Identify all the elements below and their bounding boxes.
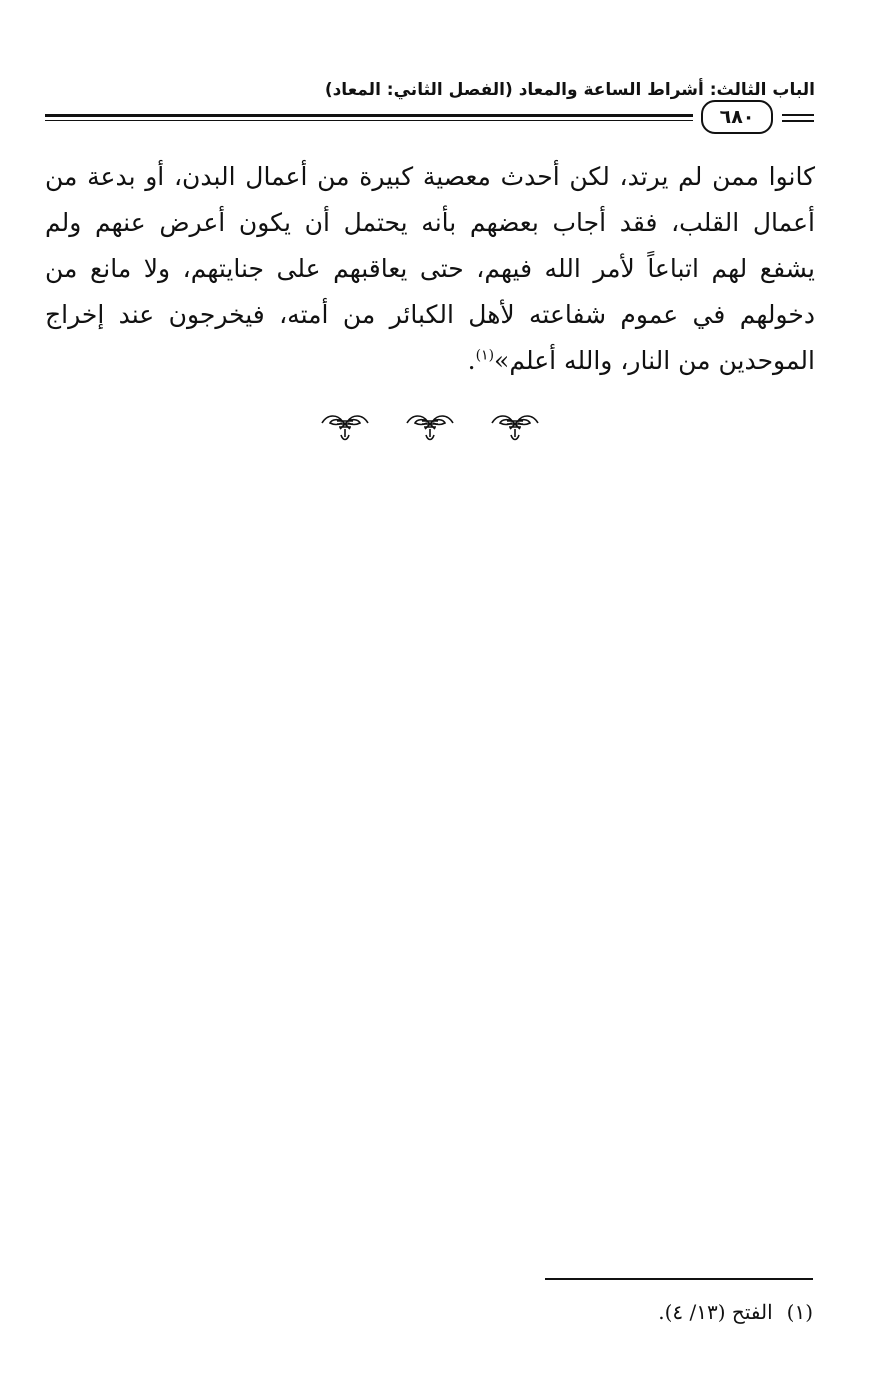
footnote-reference[interactable]: (١) — [475, 347, 495, 364]
body-line: أعمال القلب، فقد أجاب بعضهم بأنه يحتمل أن يكون أعرض عنهم ولم — [45, 208, 815, 237]
fleuron-ornament-icon — [490, 411, 540, 445]
header-double-rule — [45, 114, 693, 122]
header-rule-thick — [45, 114, 693, 117]
body-line: كانوا ممن لم يرتد، لكن أحدث معصية كبيرة من أعمال البدن، أو بدعة من — [45, 162, 815, 191]
page-number: ٦٨٠ — [701, 100, 773, 134]
body-line-last — [45, 338, 815, 384]
header-rule-end — [782, 114, 814, 122]
footnote-number: (١) — [786, 1300, 813, 1324]
header-rule-thin — [45, 120, 693, 121]
section-end-ornament — [320, 410, 540, 446]
body-line: يشفع لهم اتباعاً لأمر الله فيهم، حتى يعاقبهم على جنايتهم، ولا مانع من — [45, 254, 815, 283]
footnote — [500, 1298, 813, 1326]
body-line-last-text: الموحدين من النار، والله أعلم» — [494, 346, 815, 375]
fleuron-ornament-icon — [320, 411, 370, 445]
body-paragraph — [45, 154, 815, 384]
body-line-end-punct: . — [467, 346, 476, 375]
footnote-text: الفتح (١٣/ ٤). — [658, 1300, 773, 1324]
running-header: الباب الثالث: أشراط الساعة والمعاد (الفصل الثاني: المعاد) — [324, 80, 815, 100]
fleuron-ornament-icon — [405, 411, 455, 445]
footnote-separator — [545, 1278, 813, 1280]
body-line: دخولهم في عموم شفاعته لأهل الكبائر من أمته، فيخرجون عند إخراج — [45, 300, 815, 329]
